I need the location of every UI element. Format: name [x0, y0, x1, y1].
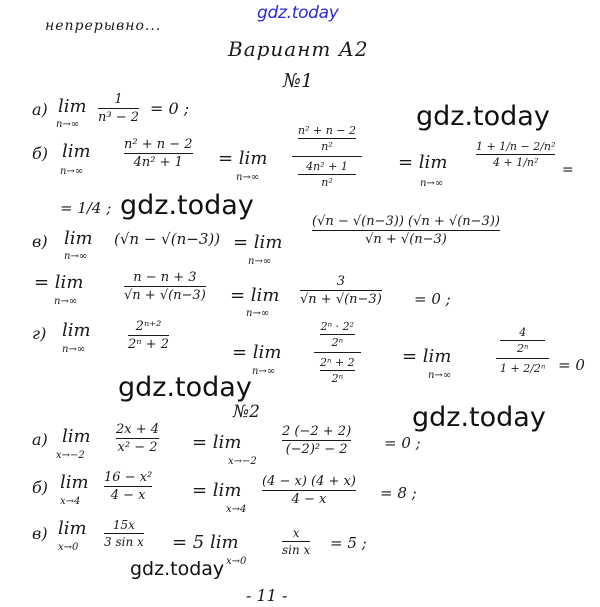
task2a-f1-den: x² − 2 [117, 440, 158, 455]
task1v-line2-start: = lim [34, 272, 84, 293]
task2a-f2-den: (−2)² − 2 [285, 442, 348, 457]
task1g-sub3: n→∞ [428, 370, 452, 381]
task2v-eq1: = 5 lim [172, 532, 239, 553]
task1b-fraction-2 [298, 124, 356, 189]
task2b-fraction-2 [262, 474, 356, 507]
task2a-eq1: = lim [192, 432, 242, 453]
task1b-eq2: = lim [398, 152, 448, 173]
task1v-sub2: n→∞ [248, 256, 272, 267]
task1a-sub: n→∞ [56, 119, 80, 130]
task1g-f1-num: 2ⁿ⁺² [135, 319, 162, 334]
task1b-f3-den: 4 + 1/n² [492, 156, 539, 169]
task1b-fraction-3 [476, 140, 555, 169]
task1g-eq1: = lim [232, 342, 282, 363]
task2v-label: в) [32, 524, 48, 543]
task1g-f2-nb: 2ⁿ [331, 336, 344, 349]
task1v-eq1: = lim [233, 232, 283, 253]
watermark-left-upper: gdz.today [120, 190, 254, 221]
task1v-f2-num: n − n + 3 [133, 270, 197, 285]
task1b-f2-nd: n² [321, 140, 333, 153]
task1b-lim: lim [62, 141, 91, 162]
task2v-fraction-2 [282, 526, 310, 557]
task2b-sub2: x→4 [226, 504, 247, 515]
task1a-num: 1 [114, 92, 123, 107]
task1b-eq1: = lim [218, 148, 268, 169]
task1v-rest: = 0 ; [414, 290, 451, 308]
task1g-eq2: = lim [402, 346, 452, 367]
task2a-lim: lim [62, 426, 91, 447]
watermark-center: gdz.today [118, 372, 252, 403]
task1b-f3-num: 1 + 1/n − 2/n² [476, 140, 556, 153]
task1-number: №1 [283, 70, 314, 92]
corner-text: непрерывно... [45, 18, 162, 34]
page-number: - 11 - [246, 586, 288, 605]
task1v-f2-den: √n + √(n−3) [124, 288, 206, 303]
task2v-sub: x→0 [58, 542, 79, 553]
task2b-fraction-1 [104, 470, 152, 503]
task1g-label: г) [32, 324, 47, 343]
task2v-rest: = 5 ; [330, 534, 367, 552]
task1a-rest: = 0 ; [150, 99, 190, 118]
task1a-lim: lim [58, 96, 87, 117]
task2b-label: б) [32, 478, 49, 497]
task1g-f2-db: 2ⁿ [331, 372, 344, 385]
task2a-sub2: x→−2 [228, 456, 257, 467]
task1g-fraction-1 [128, 319, 169, 352]
task2a-label: а) [32, 430, 48, 449]
task2b-rest: = 8 ; [380, 484, 417, 502]
task1v-f3-num: 3 [336, 274, 346, 289]
task2b-eq1: = lim [192, 480, 242, 501]
task1b-label: б) [32, 144, 49, 163]
task1b-result: = 1/4 ; [60, 199, 112, 217]
task1g-f3-na: 4 [519, 326, 527, 339]
task1v-lim: lim [64, 228, 93, 249]
task1v-f3-den: √n + √(n−3) [300, 292, 382, 307]
task2a-fraction-1 [116, 422, 159, 455]
watermark-right-upper: gdz.today [416, 101, 550, 132]
watermark-top: gdz.today [257, 3, 339, 23]
task2b-lim: lim [60, 472, 89, 493]
task1v-f1-num: (√n − √(n−3)) (√n + √(n−3)) [312, 214, 500, 229]
task2b-f1-num: 16 − x² [104, 470, 153, 485]
task1b-f2-nn: n² + n − 2 [298, 124, 356, 137]
task1g-fraction-2 [320, 320, 355, 385]
task2v-f1-num: 15x [112, 518, 135, 532]
task1a-label: а) [32, 100, 48, 119]
task1b-sub2: n→∞ [236, 172, 260, 183]
task1b-sub3: n→∞ [420, 178, 444, 189]
task2v-sub2: x→0 [226, 556, 247, 567]
task1v-label: в) [32, 232, 48, 251]
task1g-f2-na: 2ⁿ · 2² [320, 320, 355, 333]
task2b-f1-den: 4 − x [110, 488, 146, 503]
task1g-sub: n→∞ [62, 344, 86, 355]
task2a-rest: = 0 ; [384, 434, 421, 452]
task2v-f2-num: x [292, 526, 300, 540]
task1g-lim: lim [62, 320, 91, 341]
task1b-fraction-1 [124, 137, 193, 170]
task1b-sub: n→∞ [60, 166, 84, 177]
watermark-right-lower: gdz.today [412, 402, 546, 433]
task1g-rest: = 0 [558, 356, 585, 374]
variant-title: Вариант А2 [228, 37, 369, 61]
task1g-f3-den: 1 + 2/2ⁿ [500, 362, 546, 375]
task1a-den: n³ − 2 [98, 110, 140, 125]
task2b-f2-den: 4 − x [291, 492, 327, 507]
task1a-fraction [98, 92, 139, 125]
task1b-f2-dn: 4n² + 1 [306, 160, 348, 173]
task2b-f2-num: (4 − x) (4 + x) [262, 474, 356, 489]
task1b-f1-den: 4n² + 1 [133, 155, 183, 170]
task1b-f2-dd: n² [321, 176, 333, 189]
task1g-fraction-3 [500, 326, 545, 375]
task1b-eq3: = [562, 162, 574, 178]
task2-number: №2 [233, 402, 260, 422]
task2a-f2-num: 2 (−2 + 2) [282, 424, 352, 439]
task2b-sub: x→4 [60, 496, 81, 507]
task1v-fraction-3 [300, 274, 382, 307]
task2a-f1-num: 2x + 4 [116, 422, 160, 437]
task1v-fraction-2 [124, 270, 206, 303]
task1v-expr: (√n − √(n−3)) [114, 230, 221, 248]
task2v-fraction-1 [104, 518, 144, 549]
task2v-f2-den: sin x [282, 543, 311, 557]
task1g-sub2: n→∞ [252, 366, 276, 377]
task2v-f1-den: 3 sin x [104, 535, 144, 549]
task1g-f1-den: 2ⁿ + 2 [128, 337, 169, 352]
task1v-sub3: n→∞ [54, 296, 78, 307]
task1v-f1-den: √n + √(n−3) [365, 232, 447, 247]
task2a-fraction-2 [282, 424, 351, 457]
task1v-sub: n→∞ [64, 251, 88, 262]
task1g-f2-da: 2ⁿ + 2 [320, 356, 355, 369]
task2a-sub: x→−2 [56, 450, 85, 461]
task1v-fraction-1 [312, 214, 500, 247]
watermark-bottom: gdz.today [130, 558, 225, 580]
task1v-eq2: = lim [230, 285, 280, 306]
task1g-f3-nb: 2ⁿ [516, 342, 529, 355]
task1b-f1-num: n² + n − 2 [124, 137, 193, 152]
task2v-lim: lim [58, 518, 87, 539]
task1v-sub4: n→∞ [246, 308, 270, 319]
